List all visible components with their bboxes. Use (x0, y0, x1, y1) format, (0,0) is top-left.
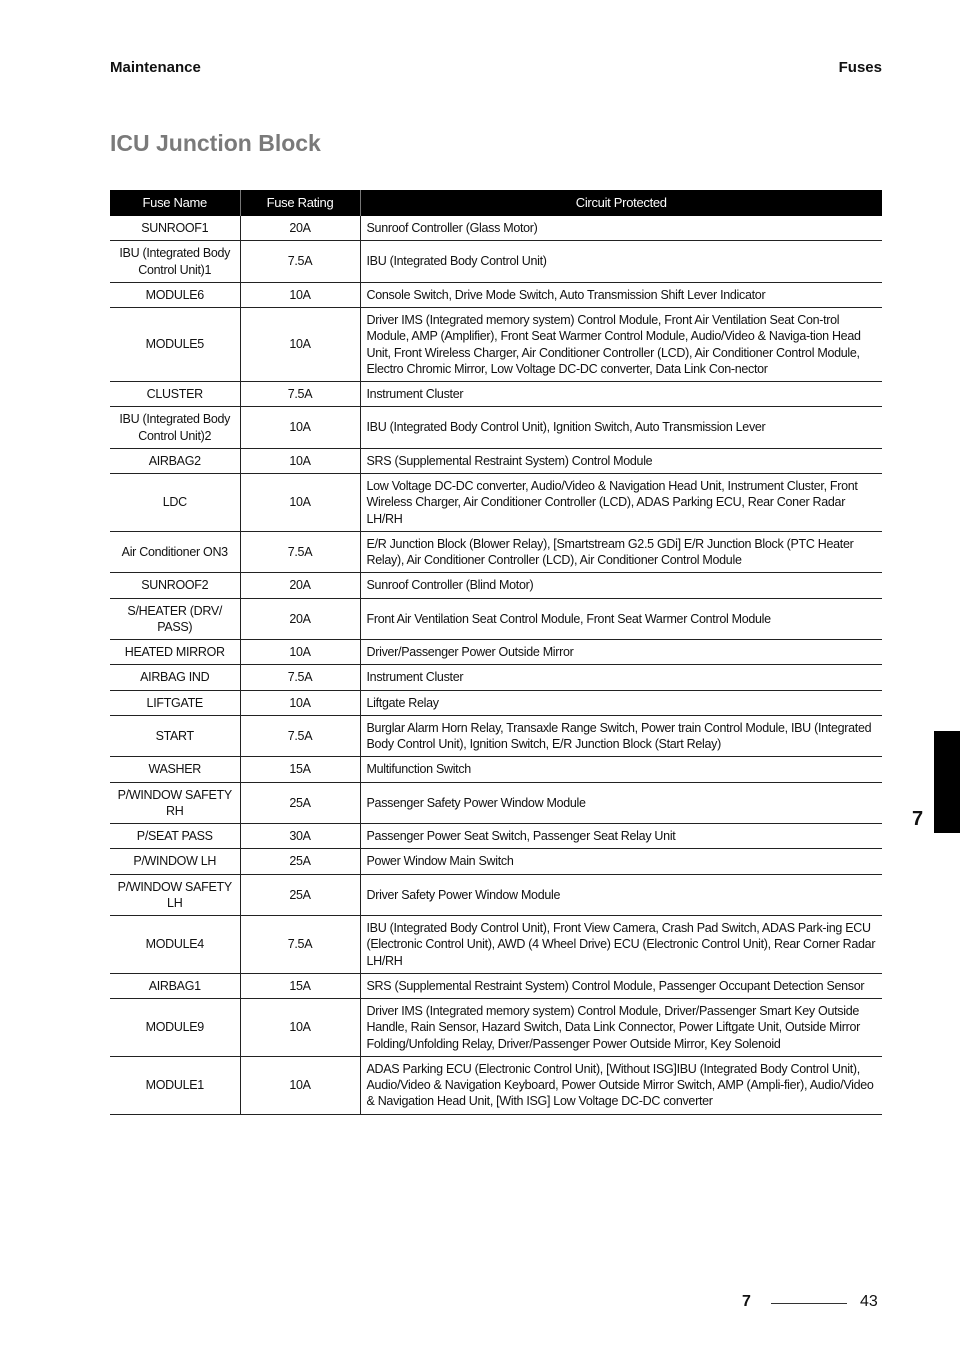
circuit-protected-cell: Liftgate Relay (360, 690, 882, 715)
fuse-name-cell: P/WINDOW LH (110, 849, 240, 874)
fuse-table (110, 190, 882, 1115)
fuse-rating-cell: 10A (240, 999, 360, 1057)
table-row (110, 241, 882, 283)
fuse-rating-cell: 10A (240, 407, 360, 449)
fuse-name-cell: SUNROOF1 (110, 216, 240, 241)
footer-chapter-number: 7 (742, 1293, 751, 1310)
table-row (110, 448, 882, 473)
table-row (110, 1056, 882, 1114)
table-row (110, 874, 882, 916)
fuse-rating-cell: 20A (240, 598, 360, 640)
circuit-protected-cell: Passenger Safety Power Window Module (360, 782, 882, 824)
circuit-protected-cell: SRS (Supplemental Restraint System) Control Module, Passenger Occupant Detection Sensor (360, 973, 882, 998)
fuse-name-cell: MODULE4 (110, 916, 240, 974)
circuit-protected-cell: Instrument Cluster (360, 665, 882, 690)
column-header-fuse-name: Fuse Name (110, 190, 240, 216)
fuse-name-cell: MODULE5 (110, 308, 240, 382)
chapter-tab-number: 7 (912, 808, 924, 830)
circuit-protected-cell: Burglar Alarm Horn Relay, Transaxle Range Switch, Power train Control Module, IBU (Integrated Body Control Unit), Ignition Switch, E/R Junction Block (Start Relay) (360, 715, 882, 757)
fuse-name-cell: P/WINDOW SAFETY RH (110, 782, 240, 824)
table-row (110, 640, 882, 665)
fuse-name-cell: MODULE9 (110, 999, 240, 1057)
fuse-rating-cell: 7.5A (240, 531, 360, 573)
circuit-protected-cell: Driver Safety Power Window Module (360, 874, 882, 916)
fuse-rating-cell: 25A (240, 849, 360, 874)
circuit-protected-cell: Console Switch, Drive Mode Switch, Auto Transmission Shift Lever Indicator (360, 282, 882, 307)
circuit-protected-cell: IBU (Integrated Body Control Unit), Front View Camera, Crash Pad Switch, ADAS Park-ing ECU (Electronic Control Unit), AWD (4 Wheel Drive) ECU (Electronic Control Unit), Rear Corner Radar LH/RH (360, 916, 882, 974)
table-row (110, 715, 882, 757)
fuse-name-cell: LIFTGATE (110, 690, 240, 715)
table-row (110, 382, 882, 407)
fuse-name-cell: AIRBAG IND (110, 665, 240, 690)
fuse-rating-cell: 10A (240, 308, 360, 382)
fuse-name-cell: CLUSTER (110, 382, 240, 407)
fuse-name-cell: IBU (Integrated Body Control Unit)1 (110, 241, 240, 283)
page-title: ICU Junction Block (110, 130, 321, 156)
table-header-row (110, 190, 882, 216)
fuse-name-cell: AIRBAG2 (110, 448, 240, 473)
table-row (110, 916, 882, 974)
fuse-rating-cell: 20A (240, 216, 360, 241)
column-header-circuit-protected: Circuit Protected (360, 190, 882, 216)
table-row (110, 824, 882, 849)
fuse-name-cell: S/HEATER (DRV/ PASS) (110, 598, 240, 640)
table-row (110, 474, 882, 532)
fuse-rating-cell: 7.5A (240, 241, 360, 283)
fuse-name-cell: MODULE6 (110, 282, 240, 307)
fuse-rating-cell: 25A (240, 874, 360, 916)
circuit-protected-cell: Driver IMS (Integrated memory system) Control Module, Driver/Passenger Smart Key Outside Handle, Rain Sensor, Hazard Switch, Data Link Connector, Power Liftgate Unit, Outside Mirror Folding/Unfolding Relay, Driver/Passenger Power Outside Mirror, Key Solenoid (360, 999, 882, 1057)
fuse-rating-cell: 10A (240, 448, 360, 473)
circuit-protected-cell: Sunroof Controller (Glass Motor) (360, 216, 882, 241)
circuit-protected-cell: Passenger Power Seat Switch, Passenger Seat Relay Unit (360, 824, 882, 849)
header-section: Maintenance (110, 59, 201, 76)
fuse-rating-cell: 15A (240, 973, 360, 998)
fuse-name-cell: Air Conditioner ON3 (110, 531, 240, 573)
fuse-rating-cell: 20A (240, 573, 360, 598)
fuse-name-cell: SUNROOF2 (110, 573, 240, 598)
circuit-protected-cell: ADAS Parking ECU (Electronic Control Unit), [Without ISG]IBU (Integrated Body Control Unit), Audio/Video & Navigation Keyboard, Power Outside Mirror Switch, AMP (Ampli-fier), Audio/Video & Navigation Head Unit, [With ISG] Low Voltage DC-DC converter (360, 1056, 882, 1114)
table-row (110, 782, 882, 824)
circuit-protected-cell: Driver/Passenger Power Outside Mirror (360, 640, 882, 665)
fuse-name-cell: WASHER (110, 757, 240, 782)
fuse-name-cell: START (110, 715, 240, 757)
circuit-protected-cell: E/R Junction Block (Blower Relay), [Smartstream G2.5 GDi] E/R Junction Block (PTC Heater Relay), Air Conditioner Controller (LCD), Air Conditioner Control Module (360, 531, 882, 573)
table-row (110, 973, 882, 998)
table-row (110, 573, 882, 598)
table-row (110, 999, 882, 1057)
circuit-protected-cell: SRS (Supplemental Restraint System) Control Module (360, 448, 882, 473)
circuit-protected-cell: Sunroof Controller (Blind Motor) (360, 573, 882, 598)
circuit-protected-cell: Low Voltage DC-DC converter, Audio/Video & Navigation Head Unit, Instrument Cluster, Front Wireless Charger, Air Conditioner Controller (LCD), ADAS Parking ECU, Rear Coner Radar LH/RH (360, 474, 882, 532)
table-row (110, 598, 882, 640)
chapter-side-tab (934, 731, 960, 833)
fuse-name-cell: AIRBAG1 (110, 973, 240, 998)
table-row (110, 531, 882, 573)
fuse-rating-cell: 10A (240, 474, 360, 532)
circuit-protected-cell: Instrument Cluster (360, 382, 882, 407)
table-row (110, 308, 882, 382)
fuse-rating-cell: 10A (240, 1056, 360, 1114)
fuse-name-cell: HEATED MIRROR (110, 640, 240, 665)
footer-page-number: 43 (860, 1293, 878, 1310)
table-row (110, 849, 882, 874)
footer-divider (771, 1303, 847, 1304)
table-row (110, 757, 882, 782)
circuit-protected-cell: IBU (Integrated Body Control Unit) (360, 241, 882, 283)
table-row (110, 216, 882, 241)
fuse-rating-cell: 7.5A (240, 382, 360, 407)
fuse-rating-cell: 7.5A (240, 665, 360, 690)
fuse-name-cell: LDC (110, 474, 240, 532)
circuit-protected-cell: Front Air Ventilation Seat Control Module, Front Seat Warmer Control Module (360, 598, 882, 640)
fuse-name-cell: P/SEAT PASS (110, 824, 240, 849)
header-topic: Fuses (838, 59, 882, 76)
table-row (110, 665, 882, 690)
fuse-rating-cell: 10A (240, 690, 360, 715)
table-row (110, 690, 882, 715)
circuit-protected-cell: Multifunction Switch (360, 757, 882, 782)
fuse-rating-cell: 7.5A (240, 715, 360, 757)
table-row (110, 282, 882, 307)
fuse-rating-cell: 7.5A (240, 916, 360, 974)
column-header-fuse-rating: Fuse Rating (240, 190, 360, 216)
circuit-protected-cell: Power Window Main Switch (360, 849, 882, 874)
fuse-table-body (110, 216, 882, 1114)
fuse-rating-cell: 15A (240, 757, 360, 782)
circuit-protected-cell: IBU (Integrated Body Control Unit), Ignition Switch, Auto Transmission Lever (360, 407, 882, 449)
fuse-name-cell: IBU (Integrated Body Control Unit)2 (110, 407, 240, 449)
fuse-rating-cell: 25A (240, 782, 360, 824)
fuse-rating-cell: 10A (240, 640, 360, 665)
fuse-rating-cell: 30A (240, 824, 360, 849)
fuse-name-cell: P/WINDOW SAFETY LH (110, 874, 240, 916)
table-row (110, 407, 882, 449)
fuse-name-cell: MODULE1 (110, 1056, 240, 1114)
circuit-protected-cell: Driver IMS (Integrated memory system) Control Module, Front Air Ventilation Seat Con-trol Module, AMP (Amplifier), Front Seat Warmer Control Module, Audio/Video & Naviga-tion Head Unit, Front Wireless Charger, Air Conditioner Controller (LCD), Air Conditioner Control Module, Electro Chromic Mirror, Low Voltage DC-DC converter, Data Link Con-nector (360, 308, 882, 382)
fuse-rating-cell: 10A (240, 282, 360, 307)
